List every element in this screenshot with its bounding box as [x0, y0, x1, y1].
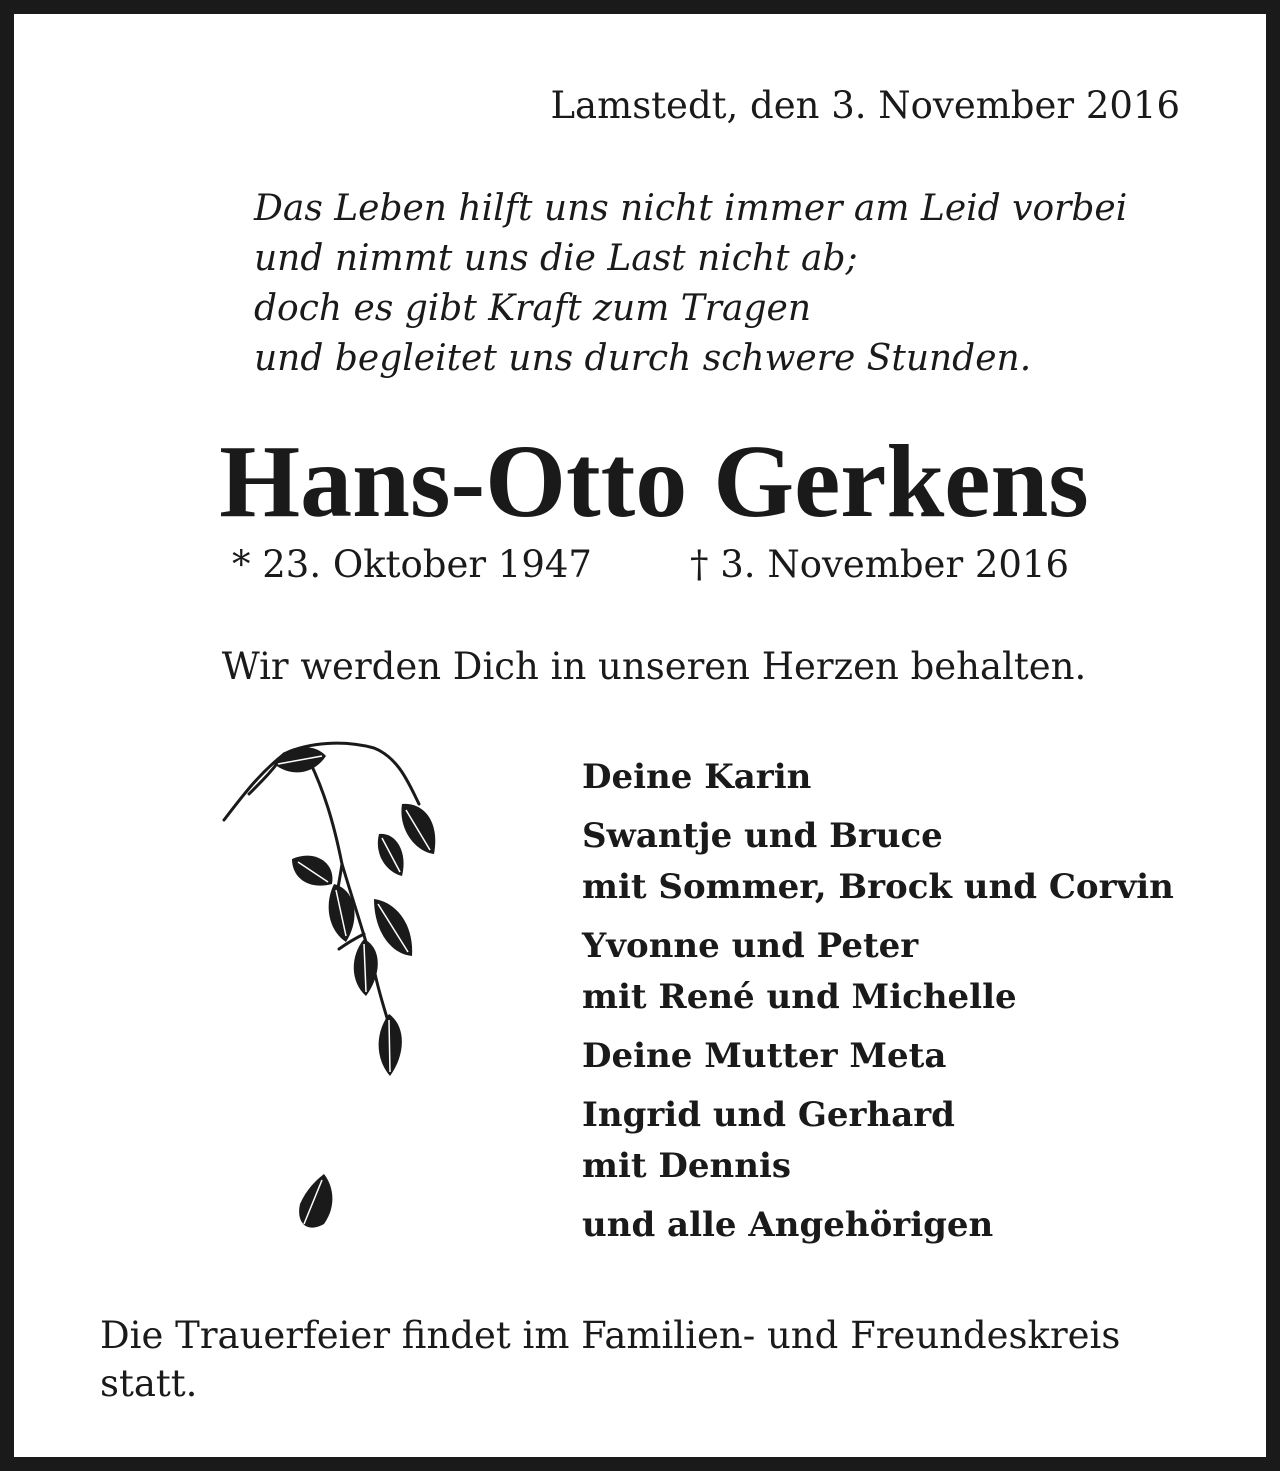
- mourner-name: Ingrid und Gerhard: [582, 1095, 955, 1135]
- poem-line: doch es gibt Kraft zum Tragen: [254, 288, 811, 329]
- mourner-group: [582, 811, 1174, 913]
- birth-date: * 23. Oktober 1947: [232, 543, 592, 586]
- deceased-name: Hans-Otto Gerkens: [219, 424, 1089, 539]
- mourner-name: Deine Karin: [582, 757, 812, 797]
- mourner-name: mit Dennis: [582, 1146, 792, 1186]
- mourner-name: Swantje und Bruce: [582, 816, 943, 856]
- mourner-group: [582, 1090, 1174, 1192]
- mourner-name: und alle Angehörigen: [582, 1205, 994, 1245]
- mourner-group: [582, 921, 1174, 1023]
- mourner-name: Deine Mutter Meta: [582, 1036, 947, 1076]
- mourner-group: [582, 752, 1174, 803]
- mourner-name: Yvonne und Peter: [582, 926, 919, 966]
- mourner-group: [582, 1200, 1174, 1251]
- place-date: Lamstedt, den 3. November 2016: [550, 84, 1180, 127]
- motto: Wir werden Dich in unseren Herzen behalten.: [221, 645, 1087, 688]
- poem-line: und begleitet uns durch schwere Stunden.: [254, 338, 1032, 379]
- mourners-list: [582, 752, 1174, 1259]
- poem: [254, 184, 1127, 384]
- poem-line: und nimmt uns die Last nicht ab;: [254, 238, 858, 279]
- mourner-group: [582, 1031, 1174, 1082]
- poem-line: Das Leben hilft uns nicht immer am Leid vorbei: [254, 188, 1128, 229]
- mourner-name: mit Sommer, Brock und Corvin: [582, 867, 1174, 907]
- birch-branch-icon: [214, 734, 474, 1264]
- mourner-name: mit René und Michelle: [582, 977, 1017, 1017]
- death-date: † 3. November 2016: [690, 543, 1070, 586]
- funeral-note: Die Trauerfeier findet im Familien- und Freundeskreis statt.: [100, 1314, 1121, 1405]
